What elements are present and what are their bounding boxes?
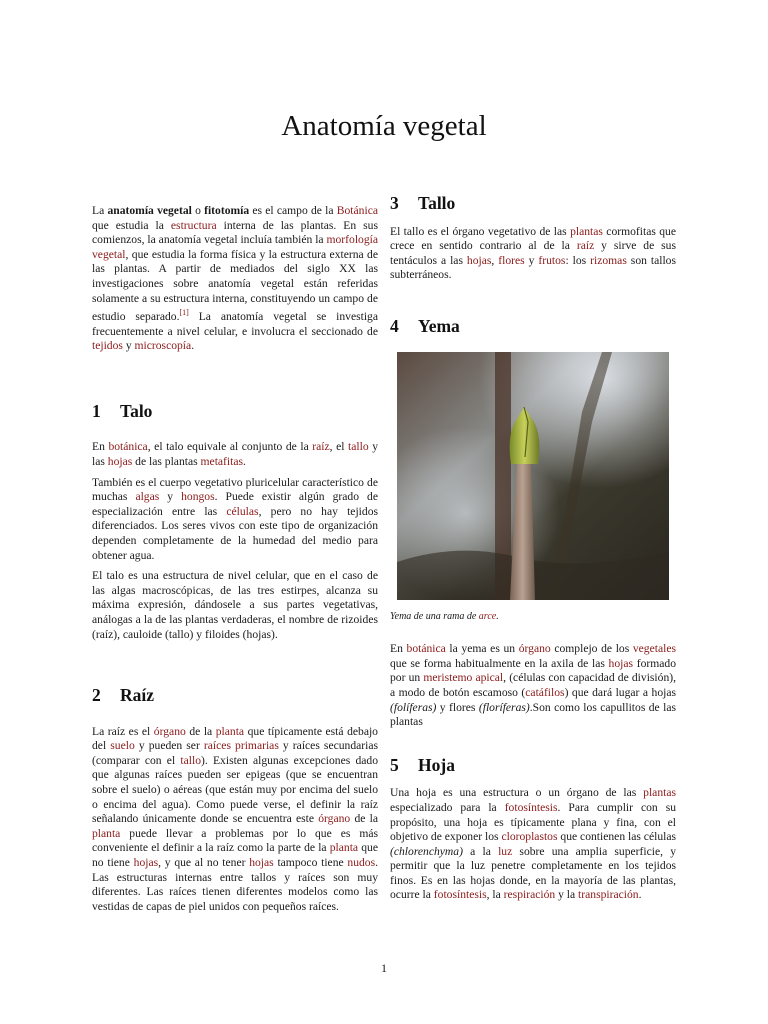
- link-plantas[interactable]: plantas: [643, 786, 676, 800]
- term-bold: anatomía vegetal: [107, 204, 192, 217]
- link-frutos[interactable]: frutos: [538, 253, 566, 267]
- figure-caption: Yema de una rama de arce.: [390, 610, 499, 622]
- link-hojas[interactable]: hojas: [249, 856, 274, 870]
- citation-link[interactable]: [1]: [179, 308, 189, 318]
- link-hongos[interactable]: hongos: [181, 490, 215, 504]
- link-vegetales[interactable]: vegetales: [632, 642, 676, 656]
- link-organo[interactable]: órgano: [518, 642, 551, 656]
- page-number: 1: [381, 961, 387, 975]
- left-column: [92, 204, 378, 920]
- link-luz[interactable]: luz: [498, 844, 513, 858]
- raiz-paragraph: La raíz es el órgano de la planta que típicamente está debajo del suelo y pueden ser raíces primarias y raíces secundarias (comparar con el tallo). Existen algunas excepciones dado que algunas raíces pueden ser epigeas (que se encuentran sobre el suelo) o aéreas (que están muy por encima del suelo o encima del agua). Como puede verse, el definir la raíz señalando únicamente donde se encuentra este órgano de la planta puede llevar a problemas por lo que es más conveniente el definir a la raíz como la parte de la planta que no tiene hojas, y que al no tener hojas tampoco tiene nudos. Las estructuras internas entre tallos y raíces son muy diferentes. Las raíces tienen diferentes modelos como las vestidas de capas de piel unidos con pequeños raíces.: [92, 724, 379, 913]
- link-algas[interactable]: algas: [135, 490, 160, 504]
- link-celulas[interactable]: células: [226, 504, 259, 518]
- link-catafilos[interactable]: catáfilos: [525, 685, 565, 699]
- hoja-paragraph: Una hoja es una estructura o un órgano de las plantas especializado para la fotosíntesis. Para cumplir con su propósito, una hoja es típicamente plana y fina, con el objetivo de exponer los cloroplastos que contienen las células (chlorenchyma) a la luz sobre una amplia superficie, y permitir que la luz penetre completamente en los tejidos finos. Es en las hojas donde, en la mayoría de las plantas, ocurre la fotosíntesis, la respiración y la transpiración.: [390, 786, 677, 902]
- link-fotosintesis[interactable]: fotosíntesis: [433, 888, 487, 902]
- link-hojas[interactable]: hojas: [107, 454, 133, 468]
- link-microscopia[interactable]: microscopía: [134, 339, 192, 353]
- tallo-paragraph: El tallo es el órgano vegetativo de las plantas cormofitas que crece en sentido contrario al de la raíz y sirve de sus tentáculos a las hojas, flores y frutos: los rizomas son tallos subterráneos.: [390, 224, 677, 282]
- link-flores[interactable]: flores: [498, 253, 525, 267]
- yema-paragraph: En botánica la yema es un órgano complejo de los vegetales que se forma habitualmente en la axila de las hojas formado por un meristemo apical, (células con capacidad de división), a modo de botón escamoso (catáfilos) que dará lugar a hojas (folíferas) y flores (floríferas).Son como los capullitos de las plantas: [390, 642, 677, 729]
- talo-paragraph-2: También es el cuerpo vegetativo pluricelular característico de muchas algas y hongos. Puede existir algún grado de especialización entre las células, pero no hay tejidos diferenciados. Los seres vivos con este tipo de organización dependen completamente de la humedad del medio para obtener agua.: [92, 475, 378, 562]
- link-planta[interactable]: planta: [329, 841, 359, 855]
- link-respiracion[interactable]: respiración: [503, 888, 556, 902]
- right-column: [390, 193, 677, 909]
- link-botanica[interactable]: botánica: [108, 440, 148, 454]
- link-raiz[interactable]: raíz: [312, 440, 330, 454]
- link-tallo[interactable]: tallo: [180, 753, 201, 767]
- link-cloroplastos[interactable]: cloroplastos: [501, 830, 558, 844]
- link-plantas[interactable]: plantas: [570, 224, 603, 238]
- intro-paragraph: La anatomía vegetal o fitotomía es el campo de la Botánica que estudia la estructura interna de las plantas. En sus comienzos, la anatomía vegetal incluía también la morfología vegetal, que estudia la forma física y la estructura externa de las plantas. A partir de mediados del siglo XX las investigaciones sobre anatomía vegetal están referidas solamente a su estructura interna, constituyendo un campo de estudio separado.[1] La anatomía vegetal se investiga frecuentemente a nivel celular, e involucra el seccionado de tejidos y microscopía.: [92, 204, 378, 353]
- link-nudos[interactable]: nudos: [347, 856, 376, 870]
- page-title: Anatomía vegetal: [281, 110, 487, 142]
- term-bold: fitotomía: [204, 204, 250, 217]
- link-raiz[interactable]: raíz: [576, 239, 595, 253]
- talo-paragraph-1: En botánica, el talo equivale al conjunto de la raíz, el tallo y las hojas de las plantas metafitas.: [92, 440, 379, 468]
- link-meristemo-apical[interactable]: meristemo apical: [423, 671, 504, 685]
- link-hojas[interactable]: hojas: [608, 656, 634, 670]
- section-heading-hoja: 5 Hoja: [390, 754, 455, 775]
- link-arce[interactable]: arce: [478, 610, 497, 622]
- link-fotosintesis[interactable]: fotosíntesis: [504, 800, 558, 814]
- link-tallo[interactable]: tallo: [348, 440, 369, 454]
- link-morfologia-vegetal[interactable]: morfología vegetal: [92, 233, 378, 261]
- link-organo[interactable]: órgano: [318, 812, 351, 826]
- link-rizomas[interactable]: rizomas: [590, 253, 627, 267]
- link-metafitas[interactable]: metafitas: [200, 454, 244, 468]
- link-organo[interactable]: órgano: [153, 724, 186, 738]
- link-estructura[interactable]: estructura: [170, 218, 217, 232]
- section-heading-raiz: 2 Raíz: [92, 685, 155, 706]
- link-tejidos[interactable]: tejidos: [92, 339, 123, 353]
- link-hojas[interactable]: hojas: [133, 856, 159, 870]
- link-suelo[interactable]: suelo: [110, 739, 135, 753]
- maple-bud-image: [397, 352, 669, 600]
- link-transpiracion[interactable]: transpiración: [578, 888, 639, 902]
- link-hojas[interactable]: hojas: [466, 253, 492, 267]
- talo-paragraph-3: El talo es una estructura de nivel celular, que en el caso de las algas macroscópicas, de las tres estirpes, alcanza su máxima expresión, dándosele a sus partes vegetativas, análogas a la de las plantas verdaderas, el nombre de rizoides (raíz), cauloide (tallo) y filoides (hojas).: [92, 569, 378, 641]
- bud-photo: [397, 352, 669, 600]
- link-botanica[interactable]: botánica: [406, 642, 446, 656]
- section-heading-talo: 1 Talo: [92, 400, 153, 421]
- link-planta[interactable]: planta: [215, 724, 245, 738]
- link-raices-primarias[interactable]: raíces primarias: [203, 739, 279, 753]
- section-heading-yema: 4 Yema: [390, 315, 460, 336]
- link-planta[interactable]: planta: [92, 826, 121, 840]
- link-botanica[interactable]: Botánica: [336, 204, 378, 217]
- section-heading-tallo: 3 Tallo: [390, 193, 456, 213]
